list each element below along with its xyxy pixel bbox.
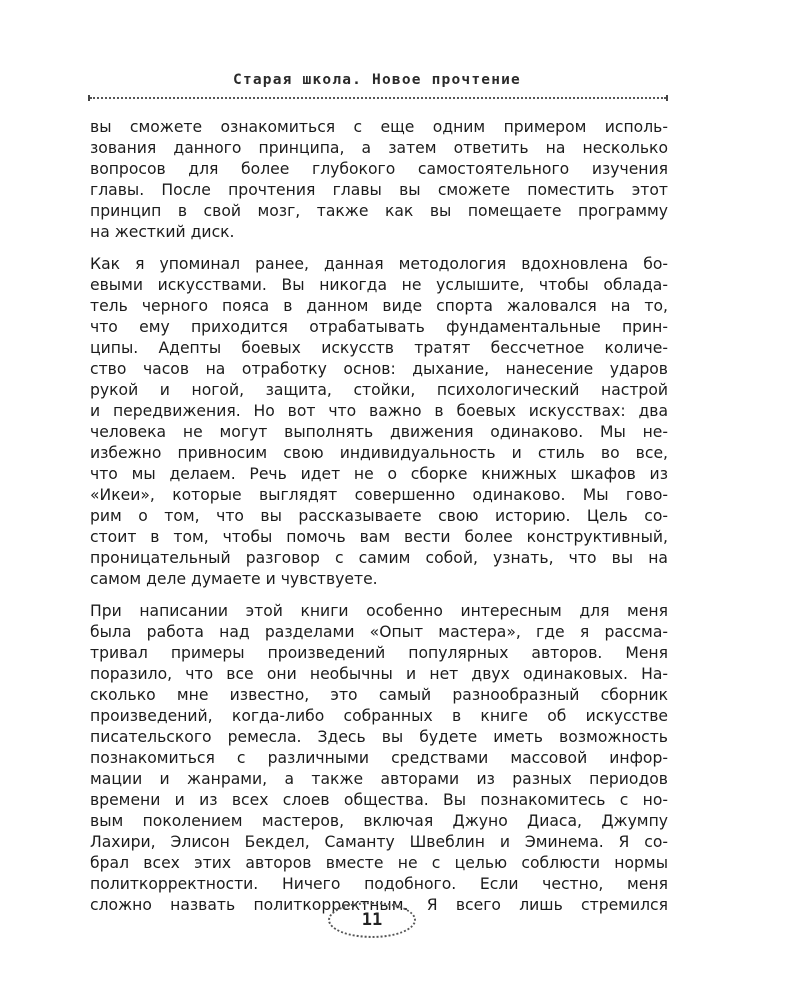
text-line: евыми искусствами. Вы никогда не услышите, чтобы облада-	[90, 276, 668, 294]
text-line: на жесткий диск.	[90, 223, 235, 241]
text-line: познакомиться с различными средствами массовой инфор-	[90, 749, 668, 767]
page-number-badge	[328, 902, 416, 938]
page-number: 11	[361, 910, 383, 930]
text-line: была работа над разделами «Опыт мастера», где я рассма-	[90, 623, 668, 641]
text-line: ство часов на отработку основ: дыхание, нанесение ударов	[90, 360, 668, 378]
text-line: и передвижения. Но вот что важно в боевых искусствах: два	[90, 402, 668, 420]
text-line: тель черного пояса в данном виде спорта жаловался на то,	[90, 297, 668, 315]
text-line: самом деле думаете и чувствуете.	[90, 570, 378, 588]
text-line: брал всех этих авторов вместе не с целью соблюсти нормы	[90, 854, 668, 872]
text-line: человека не могут выполнять движения одинаково. Мы не-	[90, 423, 668, 441]
paragraph-2	[90, 254, 668, 590]
text-line: произведений, когда-либо собранных в книге об искусстве	[90, 707, 668, 725]
text-line: зования данного принципа, а затем ответить на несколько	[90, 139, 668, 157]
paragraph-3	[90, 601, 668, 916]
text-line: ципы. Адепты боевых искусств тратят бессчетное количе-	[90, 339, 668, 357]
text-line: избежно привносим свою индивидуальность и стиль во все,	[90, 444, 668, 462]
text-line: проницательный разговор с самим собой, узнать, что вы на	[90, 549, 668, 567]
text-line: главы. После прочтения главы вы сможете поместить этот	[90, 181, 668, 199]
text-line: мации и жанрами, а также авторами из разных периодов	[90, 770, 668, 788]
text-line: вопросов для более глубокого самостоятельного изучения	[90, 160, 668, 178]
text-line: сколько мне известно, это самый разнообразный сборник	[90, 686, 668, 704]
text-line: сложно назвать политкорректным. Я всего лишь стремился	[90, 896, 668, 914]
body-text	[90, 117, 668, 927]
text-line: писательского ремесла. Здесь вы будете иметь возможность	[90, 728, 668, 746]
text-line: «Икеи», которые выглядят совершенно одинаково. Мы гово-	[90, 486, 668, 504]
running-head-title: Старая школа. Новое прочтение	[233, 72, 521, 88]
text-line: рукой и ногой, защита, стойки, психологический настрой	[90, 381, 668, 399]
text-line: При написании этой книги особенно интересным для меня	[90, 602, 668, 620]
text-line: Как я упоминал ранее, данная методология вдохновлена бо-	[90, 255, 668, 273]
text-line: стоит в том, чтобы помочь вам вести более конструктивный,	[90, 528, 668, 546]
paragraph-1	[90, 117, 668, 243]
text-line: что ему приходится отрабатывать фундаментальные прин-	[90, 318, 668, 336]
text-line: рим о том, что вы рассказываете свою историю. Цель со-	[90, 507, 668, 525]
text-line: поразило, что все они необычны и нет двух одинаковых. На-	[90, 665, 668, 683]
text-line: вым поколением мастеров, включая Джуно Диаса, Джумпу	[90, 812, 668, 830]
text-line: что мы делаем. Речь идет не о сборке книжных шкафов из	[90, 465, 668, 483]
header-dotted-rule	[90, 97, 666, 99]
text-line: политкорректности. Ничего подобного. Если честно, меня	[90, 875, 668, 893]
text-line: Лахири, Элисон Бекдел, Саманту Швеблин и Эминема. Я со-	[90, 833, 668, 851]
text-line: времени и из всех слоев общества. Вы познакомитесь с но-	[90, 791, 668, 809]
text-line: принцип в свой мозг, также как вы помещаете программу	[90, 202, 668, 220]
text-line: вы сможете ознакомиться с еще одним примером исполь-	[90, 118, 668, 136]
text-line: тривал примеры произведений популярных авторов. Меня	[90, 644, 668, 662]
